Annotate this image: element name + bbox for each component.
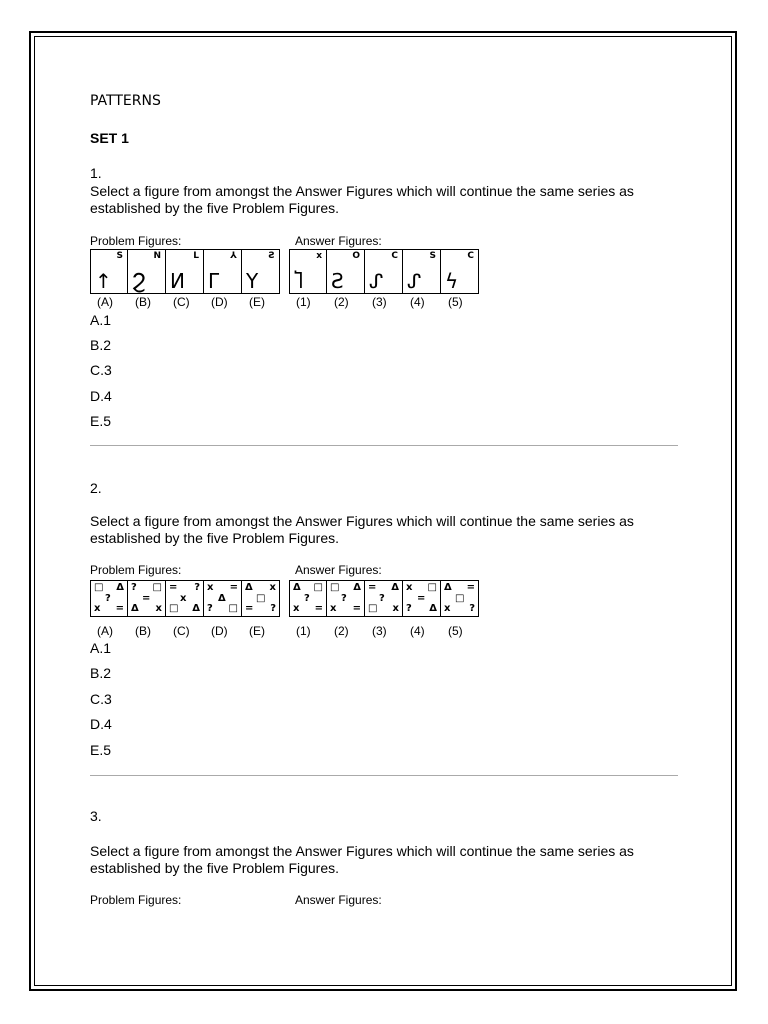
figure-symbol-tr: = bbox=[229, 582, 238, 593]
q2-answer-figures bbox=[289, 580, 479, 617]
figure-symbol-tr: = bbox=[466, 582, 475, 593]
q2-option-a[interactable]: A.1 bbox=[90, 640, 112, 656]
q2-option-d[interactable]: D.4 bbox=[90, 716, 112, 732]
figure-symbol-m: ? bbox=[304, 593, 310, 604]
figure-label: (A) bbox=[97, 295, 113, 309]
q1-option-b[interactable]: B.2 bbox=[90, 337, 112, 353]
figure-label: (D) bbox=[211, 624, 228, 638]
figure-glyph: Ϩ bbox=[132, 269, 146, 293]
figure-symbol-br: Δ bbox=[429, 603, 437, 614]
figure-symbol-tl: = bbox=[169, 582, 178, 593]
figure-symbol: ⅄ bbox=[230, 251, 237, 261]
q2-answer-figure-3 bbox=[365, 580, 403, 617]
q2-problem-figures bbox=[90, 580, 280, 617]
figure-label: (2) bbox=[334, 295, 349, 309]
figure-symbol-bl: □ bbox=[368, 603, 378, 614]
figure-label: (D) bbox=[211, 295, 228, 309]
figure-symbol-m: Δ bbox=[218, 593, 226, 604]
q2-text: Select a figure from amongst the Answer Figures which will continue the same series as established by the five Problem Figures. bbox=[90, 513, 634, 546]
figure-symbol-tl: Δ bbox=[245, 582, 253, 593]
figure-label: (3) bbox=[372, 295, 387, 309]
q1-problem-figure-4 bbox=[204, 249, 242, 294]
figure-symbol-tl: ? bbox=[131, 582, 137, 593]
figure-symbol-br: x bbox=[392, 603, 399, 614]
q2-problem-figure-5 bbox=[242, 580, 280, 617]
q1-problem-label: Problem Figures: bbox=[90, 234, 182, 248]
figure-symbol-bl: x bbox=[330, 603, 337, 614]
figure-symbol-bl: ? bbox=[207, 603, 213, 614]
figure-symbol: C bbox=[467, 251, 474, 261]
figure-symbol: S bbox=[429, 251, 436, 261]
figure-label: (C) bbox=[173, 624, 190, 638]
figure-symbol: C bbox=[391, 251, 398, 261]
figure-symbol-tl: Δ bbox=[444, 582, 452, 593]
figure-symbol-tr: □ bbox=[427, 582, 437, 593]
q1-answer-figure-4 bbox=[403, 249, 441, 294]
figure-symbol-m: ? bbox=[379, 593, 385, 604]
figure-glyph: Ƨ bbox=[331, 269, 344, 293]
figure-symbol-br: x bbox=[155, 603, 162, 614]
q1-answer-figure-5 bbox=[441, 249, 479, 294]
figure-symbol-m: = bbox=[417, 593, 426, 604]
figure-label: (1) bbox=[296, 624, 311, 638]
figure-symbol-br: = bbox=[314, 603, 323, 614]
figure-symbol: S bbox=[116, 251, 123, 261]
figure-symbol-tr: Δ bbox=[116, 582, 124, 593]
q3-answer-label: Answer Figures: bbox=[295, 893, 382, 907]
divider bbox=[90, 445, 678, 446]
figure-label: (C) bbox=[173, 295, 190, 309]
q2-option-e[interactable]: E.5 bbox=[90, 742, 112, 758]
figure-symbol-bl: = bbox=[245, 603, 254, 614]
q2-answer-figure-1 bbox=[289, 580, 327, 617]
figure-label: (4) bbox=[410, 295, 425, 309]
q3-number: 3. bbox=[90, 808, 102, 824]
q1-answer-figures bbox=[289, 249, 479, 294]
q1-answer-figure-2 bbox=[327, 249, 365, 294]
figure-symbol-tl: x bbox=[406, 582, 413, 593]
figure-symbol-br: = bbox=[115, 603, 124, 614]
q1-option-a[interactable]: A.1 bbox=[90, 312, 112, 328]
q1-option-c[interactable]: C.3 bbox=[90, 362, 112, 378]
figure-glyph: И bbox=[170, 269, 185, 293]
q1-text: Select a figure from amongst the Answer Figures which will continue the same series as established by the five Problem Figures. bbox=[90, 183, 634, 216]
figure-symbol-tr: □ bbox=[152, 582, 162, 593]
q2-answer-figure-2 bbox=[327, 580, 365, 617]
figure-symbol-br: □ bbox=[228, 603, 238, 614]
figure-symbol-tl: □ bbox=[94, 582, 104, 593]
q2-problem-figure-3 bbox=[166, 580, 204, 617]
q2-option-c[interactable]: C.3 bbox=[90, 691, 112, 707]
figure-symbol-br: ? bbox=[270, 603, 276, 614]
figure-symbol-m: x bbox=[180, 593, 187, 604]
figure-symbol-bl: Δ bbox=[131, 603, 139, 614]
q2-answer-figure-5 bbox=[441, 580, 479, 617]
q1-answer-label: Answer Figures: bbox=[295, 234, 382, 248]
figure-symbol-br: = bbox=[352, 603, 361, 614]
figure-symbol: Ƨ bbox=[268, 251, 275, 261]
figure-symbol-m: □ bbox=[256, 593, 266, 604]
figure-label: (3) bbox=[372, 624, 387, 638]
figure-label: (5) bbox=[448, 624, 463, 638]
q1-answer-figure-3 bbox=[365, 249, 403, 294]
q1-option-e[interactable]: E.5 bbox=[90, 413, 112, 429]
figure-label: (4) bbox=[410, 624, 425, 638]
figure-symbol-tr: ? bbox=[194, 582, 200, 593]
q2-problem-figure-4 bbox=[204, 580, 242, 617]
figure-glyph: ↑ bbox=[95, 269, 112, 293]
q1-problem-figure-1 bbox=[90, 249, 128, 294]
figure-symbol-tl: = bbox=[368, 582, 377, 593]
q1-problem-figure-5 bbox=[242, 249, 280, 294]
figure-symbol-bl: □ bbox=[169, 603, 179, 614]
set-heading: SET 1 bbox=[90, 130, 129, 146]
figure-symbol-tr: □ bbox=[313, 582, 323, 593]
q1-problem-figure-3 bbox=[166, 249, 204, 294]
figure-symbol-m: = bbox=[142, 593, 151, 604]
q1-problem-figure-2 bbox=[128, 249, 166, 294]
q2-answer-label: Answer Figures: bbox=[295, 563, 382, 577]
figure-symbol: O bbox=[352, 251, 360, 261]
figure-symbol-tr: Δ bbox=[391, 582, 399, 593]
figure-label: (A) bbox=[97, 624, 113, 638]
figure-symbol: L bbox=[193, 251, 199, 261]
figure-symbol-tl: Δ bbox=[293, 582, 301, 593]
figure-glyph: Γ bbox=[208, 269, 220, 293]
figure-symbol: N bbox=[153, 251, 161, 261]
q2-option-b[interactable]: B.2 bbox=[90, 665, 112, 681]
q2-answer-figure-4 bbox=[403, 580, 441, 617]
figure-symbol-bl: x bbox=[94, 603, 101, 614]
q1-answer-figure-1 bbox=[289, 249, 327, 294]
figure-symbol-tl: □ bbox=[330, 582, 340, 593]
figure-glyph: ϟ bbox=[445, 269, 459, 293]
figure-label: (E) bbox=[249, 624, 265, 638]
figure-symbol-bl: x bbox=[293, 603, 300, 614]
figure-glyph: ᔑ bbox=[369, 269, 384, 293]
q1-problem-figures bbox=[90, 249, 280, 294]
divider bbox=[90, 775, 678, 776]
figure-symbol-bl: x bbox=[444, 603, 451, 614]
figure-glyph: ᔑ bbox=[407, 269, 422, 293]
figure-label: (2) bbox=[334, 624, 349, 638]
q1-figure-labels bbox=[90, 295, 490, 309]
q2-problem-figure-1 bbox=[90, 580, 128, 617]
figure-glyph: Y bbox=[246, 269, 259, 293]
q1-number: 1. bbox=[90, 165, 102, 181]
figure-symbol-tr: Δ bbox=[353, 582, 361, 593]
q2-problem-label: Problem Figures: bbox=[90, 563, 182, 577]
figure-symbol-m: ? bbox=[105, 593, 111, 604]
figure-label: (1) bbox=[296, 295, 311, 309]
q2-figure-labels bbox=[90, 624, 490, 638]
q3-text: Select a figure from amongst the Answer Figures which will continue the same series as established by the five Problem Figures. bbox=[90, 843, 634, 876]
figure-glyph: Ⴈ bbox=[294, 269, 304, 293]
q2-number: 2. bbox=[90, 480, 102, 496]
figure-symbol: x bbox=[316, 251, 322, 261]
figure-symbol-m: ? bbox=[341, 593, 347, 604]
figure-symbol-bl: ? bbox=[406, 603, 412, 614]
figure-symbol-tl: x bbox=[207, 582, 214, 593]
figure-symbol-br: Δ bbox=[192, 603, 200, 614]
q2-problem-figure-2 bbox=[128, 580, 166, 617]
figure-label: (B) bbox=[135, 295, 151, 309]
figure-label: (B) bbox=[135, 624, 151, 638]
figure-symbol-m: □ bbox=[455, 593, 465, 604]
q1-option-d[interactable]: D.4 bbox=[90, 388, 112, 404]
figure-label: (5) bbox=[448, 295, 463, 309]
figure-symbol-br: ? bbox=[469, 603, 475, 614]
q3-problem-label: Problem Figures: bbox=[90, 893, 182, 907]
page-title: PATTERNS bbox=[90, 93, 161, 109]
figure-label: (E) bbox=[249, 295, 265, 309]
figure-symbol-tr: x bbox=[269, 582, 276, 593]
